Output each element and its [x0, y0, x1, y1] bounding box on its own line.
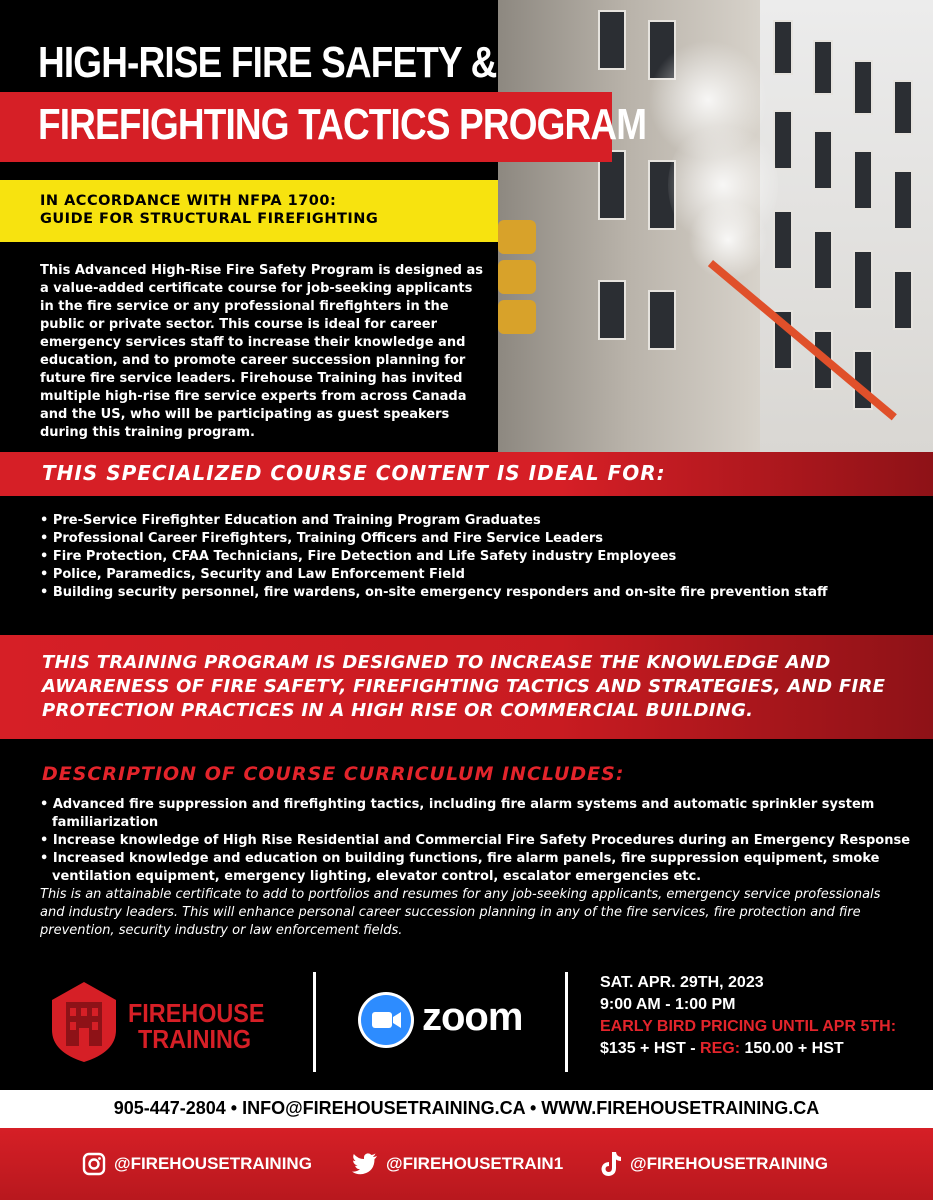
curriculum-list — [40, 796, 920, 886]
certificate-note: This is an attainable certificate to add to portfolios and resumes for any job-seeking applicants, emergency service professionals and industry leaders. This will enhance personal career succession planning in any of the fire services, fire protection and fire prevention, security industry or law enforcement fields. — [40, 887, 881, 938]
instagram-handle: @FIREHOUSETRAINING — [114, 1154, 312, 1173]
list-item: • Advanced fire suppression and firefighting tactics, including fire alarm systems and automatic sprinkler system familiarization — [40, 796, 920, 832]
reg-label: REG: — [700, 1040, 741, 1057]
purpose-statement: THIS TRAINING PROGRAM IS DESIGNED TO INCREASE THE KNOWLEDGE AND AWARENESS OF FIRE SAFETY, FIREFIGHTING TACTICS AND STRATEGIES, AND FIRE PROTECTION PRACTICES IN A HIGH RISE OR COMMERCIAL BUILDING. — [42, 652, 886, 721]
early-bird-label: EARLY BIRD PRICING UNTIL APR 5TH: — [600, 1018, 897, 1035]
logo-word-firehouse: FIREHOUSE — [128, 998, 265, 1028]
pricing-line — [600, 1038, 896, 1060]
curriculum-heading: DESCRIPTION OF COURSE CURRICULUM INCLUDES: — [42, 763, 625, 785]
tiktok-handle: @FIREHOUSETRAINING — [630, 1154, 828, 1173]
ideal-for-heading: THIS SPECIALIZED COURSE CONTENT IS IDEAL FOR: — [42, 461, 666, 485]
event-details — [600, 972, 896, 1060]
twitter-handle: @FIREHOUSETRAIN1 — [386, 1154, 564, 1173]
zoom-camera-icon — [358, 992, 414, 1048]
nfpa-line-2: GUIDE FOR STRUCTURAL FIREFIGHTING — [40, 211, 379, 227]
purpose-banner — [0, 635, 933, 739]
list-item: • Professional Career Firefighters, Training Officers and Fire Service Leaders — [40, 530, 828, 548]
social-bar — [0, 1128, 933, 1200]
title-line-2: FIREFIGHTING TACTICS PROGRAM — [38, 100, 647, 149]
list-item: • Building security personnel, fire wardens, on-site emergency responders and on-site fire prevention staff — [40, 584, 828, 602]
firehouse-shield-icon — [50, 980, 118, 1064]
title-line-1: HIGH-RISE FIRE SAFETY & — [38, 38, 497, 87]
twitter-icon — [352, 1153, 378, 1175]
event-date: SAT. APR. 29TH, 2023 — [600, 974, 764, 991]
divider — [565, 972, 568, 1072]
intro-paragraph: This Advanced High-Rise Fire Safety Program is designed as a value-added certificate course for job-seeking applicants in the fire service or any professional firefighters in the public or private sector. This course is ideal for career emergency services staff to increase their knowledge and education, and to promote career succession planning for future fire service leaders. Firehouse Training has invited multiple high-rise fire service experts from across Canada and the US, who will be participating as guest speakers during this training program. — [40, 263, 484, 440]
ideal-for-list — [40, 512, 828, 602]
early-price: $135 + HST - — [600, 1040, 701, 1057]
zoom-logo-text: zoom — [422, 995, 523, 1039]
traffic-light — [498, 220, 538, 350]
instagram-icon — [82, 1152, 106, 1176]
tiktok-icon — [600, 1151, 622, 1177]
social-twitter[interactable] — [352, 1150, 563, 1178]
firehouse-training-logo — [50, 978, 280, 1068]
logo-word-training: TRAINING — [138, 1024, 252, 1054]
divider — [313, 972, 316, 1072]
list-item: • Increase knowledge of High Rise Residential and Commercial Fire Safety Procedures during an Emergency Response — [40, 832, 920, 850]
building-fire-photo — [498, 0, 933, 452]
nfpa-banner — [0, 180, 498, 242]
reg-price: 150.00 + HST — [740, 1040, 844, 1057]
list-item: • Increased knowledge and education on building functions, fire alarm panels, fire suppression equipment, smoke ventilation equipment, emergency lighting, elevator control, escalator emergencies etc. — [40, 850, 920, 886]
list-item: • Fire Protection, CFAA Technicians, Fire Detection and Life Safety industry Employees — [40, 548, 828, 566]
list-item: • Pre-Service Firefighter Education and Training Program Graduates — [40, 512, 828, 530]
contact-info: 905-447-2804 • INFO@FIREHOUSETRAINING.CA • WWW.FIREHOUSETRAINING.CA — [113, 1098, 820, 1118]
social-tiktok[interactable] — [600, 1150, 828, 1178]
social-instagram[interactable] — [82, 1150, 312, 1178]
ideal-for-banner — [0, 452, 933, 496]
contact-bar — [0, 1090, 933, 1128]
event-time: 9:00 AM - 1:00 PM — [600, 996, 736, 1013]
list-item: • Police, Paramedics, Security and Law Enforcement Field — [40, 566, 828, 584]
nfpa-line-1: IN ACCORDANCE WITH NFPA 1700: — [40, 193, 337, 209]
